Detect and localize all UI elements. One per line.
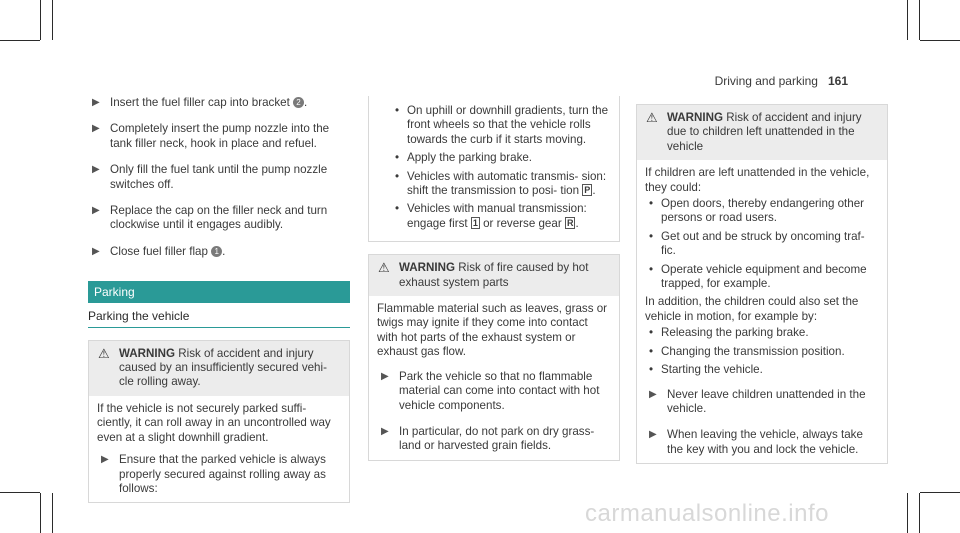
- crop-mark: [920, 492, 960, 493]
- warning-label: WARNING: [399, 261, 456, 275]
- callout-1-icon: 1: [211, 246, 222, 257]
- arrow-icon: ▶: [649, 429, 657, 441]
- arrow-icon: ▶: [381, 370, 389, 382]
- arrow-icon: ▶: [381, 425, 389, 437]
- callout-2-icon: 2: [293, 97, 304, 108]
- arrow-icon: ▶: [649, 388, 657, 400]
- page-header: [715, 74, 848, 88]
- key-1-icon: 1: [472, 217, 478, 228]
- step: ▶ Insert the fuel filler cap into bracket 2 .: [92, 96, 308, 109]
- warning-icon: ⚠: [646, 110, 658, 125]
- crop-mark: [52, 493, 53, 533]
- arrow-icon: ▶: [101, 454, 109, 466]
- column-3: [636, 104, 888, 464]
- warning-icon: ⚠: [98, 345, 110, 361]
- list-item: • Releasing the parking brake.: [645, 326, 879, 340]
- column-2: [368, 96, 620, 461]
- list-item: • Starting the vehicle.: [645, 363, 879, 377]
- crop-mark: [919, 493, 920, 533]
- warning-box: ⚠ WARNING Risk of accident and injury caused by an insufficiently secured vehi- cle rolling away. If the vehicle is not securely parked suffi- ciently, it can roll away in an uncontrolled way even at a slight downhill gradient. ▶ Ensure that the parked vehicle is always properly secured against rolling away as follows:: [88, 340, 350, 504]
- watermark: carmanualsonline.info: [585, 500, 829, 527]
- warning-icon: ⚠: [378, 260, 390, 276]
- list-item: • Vehicles with manual transmission: engage first 1 or reverse gear R .: [391, 202, 611, 231]
- step: ▶ Replace the cap on the filler neck and turn clockwise until it engages audibly.: [92, 204, 328, 232]
- warning-intro: If children are left unattended in the vehicle, they could:: [645, 166, 870, 194]
- list-item: • Changing the transmission position.: [645, 345, 879, 359]
- crop-mark: [40, 493, 41, 533]
- crop-mark: [0, 492, 40, 493]
- step: ▶ Never leave children unattended in the vehicle.: [649, 387, 866, 415]
- section-heading: Parking: [88, 281, 350, 303]
- warning-intro-2: In addition, the children could also set the vehicle in motion, for example by:: [645, 295, 859, 323]
- step: ▶ Ensure that the parked vehicle is always properly secured against rolling away as follows:: [101, 453, 326, 495]
- warning-box: ⚠ WARNING Risk of fire caused by hot exhaust system parts Flammable material such as leaves, grass or twigs may ignite if they come into contact with hot parts of the exhaust system or exhaust gas flow. ▶ Park the vehicle so that no flammable material can come into contact with hot vehicle components. ▶ In particular, do not park on dry grass- land or harvested grain fields.: [368, 254, 620, 460]
- crop-mark: [907, 493, 908, 533]
- arrow-icon: ▶: [92, 245, 100, 257]
- list-item: • Apply the parking brake.: [391, 151, 611, 165]
- warning-label: WARNING: [667, 111, 724, 124]
- step: ▶ Only fill the fuel tank until the pump nozzle switches off.: [92, 163, 328, 191]
- step: ▶ Park the vehicle so that no flammable material can come into contact with hot vehicle components.: [381, 369, 600, 412]
- key-r-icon: R: [566, 217, 574, 228]
- warning-label: WARNING: [119, 346, 176, 360]
- key-p-icon: P: [584, 185, 591, 196]
- step: ▶ Close fuel filler flap 1 .: [92, 244, 226, 258]
- warning-body: If the vehicle is not securely parked suffi- ciently, it can roll away in an uncontrolled way even at a slight downhill gradient.: [97, 401, 331, 444]
- sub-heading: Parking the vehicle: [88, 309, 350, 327]
- crop-mark: [40, 0, 41, 40]
- warning-body: Flammable material such as leaves, grass or twigs may ignite if they come into contact with hot parts of the exhaust system or exhaust gas flow.: [377, 302, 608, 359]
- crop-mark: [52, 0, 53, 40]
- step: ▶ When leaving the vehicle, always take the key with you and lock the vehicle.: [649, 428, 863, 456]
- list-item: • Get out and be struck by oncoming traf- fic.: [645, 230, 879, 259]
- step: ▶ Completely insert the pump nozzle into the tank filler neck, hook in place and refuel.: [92, 122, 330, 150]
- column-1: [88, 96, 350, 503]
- list-item: • Open doors, thereby endangering other persons or road users.: [645, 197, 879, 226]
- arrow-icon: ▶: [92, 164, 100, 176]
- page-number: 161: [827, 74, 848, 88]
- step: ▶ In particular, do not park on dry grass- land or harvested grain fields.: [381, 424, 595, 453]
- crop-mark: [920, 40, 960, 41]
- list-item: • Vehicles with automatic transmis- sion: shift the transmission to posi- tion P .: [391, 170, 611, 199]
- crop-mark: [0, 40, 40, 41]
- crop-mark: [919, 0, 920, 40]
- continued-box: [368, 96, 620, 242]
- warning-box: ⚠ WARNING Risk of accident and injury due to children left unattended in the vehicle If children are left unattended in the vehicle, they could: • Open doors, thereby endangering other persons or road users. • Get out and be struck by oncoming traf- fic. • Operate vehicle equipment and become trapped, for example. In addition, the children could also set the vehicle in motion, for example by: • Releasing the parking brake. • Changing the transmission position. • Starting the vehicle. ▶ Never leave children unattended in the vehicle. ▶ When leaving the vehicle, always take the key with you and lock the vehicle.: [636, 104, 888, 464]
- list-item: • On uphill or downhill gradients, turn the front wheels so that the vehicle rolls towards the curb if it starts moving.: [391, 104, 611, 147]
- arrow-icon: ▶: [92, 205, 100, 217]
- arrow-icon: ▶: [92, 97, 100, 108]
- header-title: Driving and parking: [714, 74, 818, 88]
- crop-mark: [907, 0, 908, 40]
- arrow-icon: ▶: [92, 123, 100, 135]
- list-item: • Operate vehicle equipment and become trapped, for example.: [645, 263, 879, 292]
